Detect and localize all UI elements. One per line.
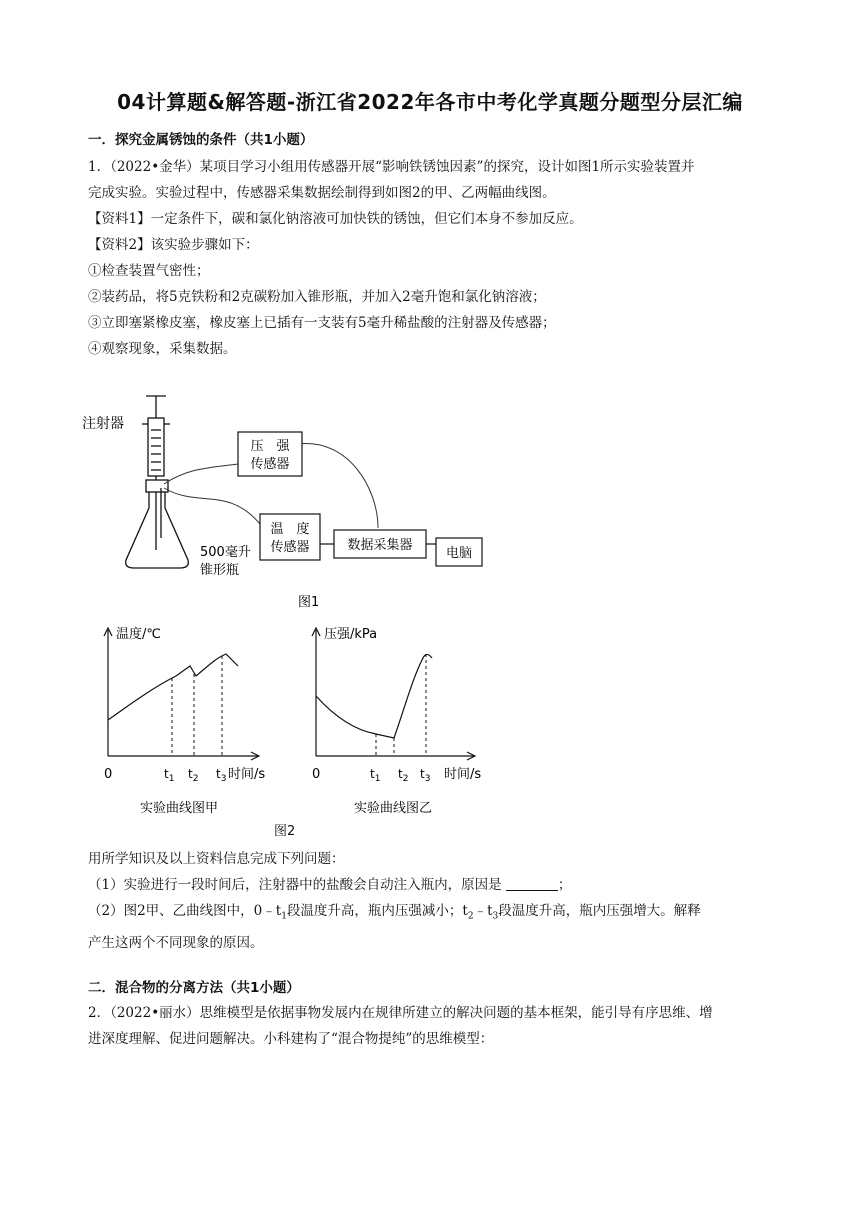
question-1-2: （2）图2甲、乙曲线图中，$0﹣t_1$段温度升高，瓶内压强减小；$t_2﹣t_3$段温度升高，瓶内压强增大。解释 (88, 903, 701, 922)
temperature-curve (108, 654, 238, 720)
temperature-sensor-label-1: 温 度 (270, 522, 310, 537)
flask-label-1: 500毫升 (200, 545, 251, 560)
step-1: ①检查装置气密性； (88, 263, 210, 279)
question-2-line-1: 2．（2022•丽水）思维模型是依据事物发展内在规律所建立的解决问题的基本框架，能引导有序思维、增 (88, 1005, 713, 1021)
section-heading-2: 二．混合物的分离方法（共1小题） (88, 980, 300, 996)
answer-blank[interactable] (506, 876, 558, 891)
figure-1-caption: 图1 (298, 595, 320, 610)
document-title: 04计算题&解答题-浙江省2022年各市中考化学真题分题型分层汇编 (117, 90, 743, 114)
flask-label-2: 锥形瓶 (200, 563, 240, 578)
step-2: ②装药品，将5克铁粉和2克碳粉加入锥形瓶，并加入2毫升饱和氯化钠溶液； (88, 289, 546, 305)
temperature-chart-caption: 实验曲线图甲 (140, 801, 219, 816)
figure-1-apparatus (78, 388, 498, 618)
syringe-shape (142, 396, 170, 550)
pressure-curve (316, 654, 432, 738)
chart-temperature (96, 620, 266, 820)
question-2-text (88, 1000, 778, 1052)
temperature-tick-t1: $t_1$ (164, 767, 175, 784)
question-1-line-1: 1．（2022•金华）某项目学习小组用传感器开展“影响铁锈蚀因素”的探究，设计如图1所示实验装置并 (88, 159, 695, 175)
question-1-2-line-2: 产生这两个不同现象的原因。 (88, 934, 264, 951)
temperature-tick-t3: $t_3$ (216, 767, 227, 784)
pressure-origin: 0 (312, 767, 321, 782)
info-2: 【资料2】该实验步骤如下： (88, 237, 259, 253)
section-heading-1: 一．探究金属锈蚀的条件（共1小题） (88, 132, 314, 148)
figure-2-caption: 图2 (274, 824, 296, 839)
pressure-sensor-label-1: 压 强 (250, 439, 290, 454)
pressure-tick-t1: $t_1$ (370, 767, 381, 784)
question-2-line-2: 进深度理解、促进问题解决。小科建构了“混合物提纯”的思维模型： (88, 1031, 494, 1047)
flask-shape (126, 480, 189, 568)
step-4: ④观察现象，采集数据。 (88, 341, 237, 357)
question-1-line-2: 完成实验。实验过程中，传感器采集数据绘制得到如图2的甲、乙两幅曲线图。 (88, 185, 556, 201)
pressure-tick-t2: $t_2$ (398, 767, 409, 784)
pressure-sensor-label-2: 传感器 (250, 457, 290, 472)
pressure-x-label: 时间/s (444, 767, 482, 782)
temperature-sensor-label-2: 传感器 (270, 540, 310, 555)
question-1-1: （1）实验进行一段时间后，注射器中的盐酸会自动注入瓶内，原因是 ； (88, 877, 572, 893)
syringe-label: 注射器 (82, 416, 124, 432)
computer-label: 电脑 (445, 546, 473, 561)
pressure-y-label: 压强/kPa (324, 627, 378, 642)
temperature-dashed-lines (172, 656, 222, 756)
pressure-chart-caption: 实验曲线图乙 (354, 801, 433, 816)
chart-pressure (304, 620, 504, 820)
questions-block (88, 846, 778, 956)
temperature-tick-t2: $t_2$ (188, 767, 199, 784)
info-1: 【资料1】一定条件下，碳和氯化钠溶液可加快铁的锈蚀，但它们本身不参加反应。 (88, 211, 583, 227)
questions-intro: 用所学知识及以上资料信息完成下列问题： (88, 851, 345, 867)
data-collector-label: 数据采集器 (347, 538, 413, 553)
question-1-text (88, 154, 778, 362)
temperature-x-label: 时间/s (228, 767, 266, 782)
temperature-y-label: 温度/℃ (116, 627, 161, 642)
temperature-axes (104, 628, 259, 760)
temperature-origin: 0 (104, 767, 113, 782)
step-3: ③立即塞紧橡皮塞，橡皮塞上已插有一支装有5毫升稀盐酸的注射器及传感器； (88, 315, 556, 331)
pressure-tick-t3: $t_3$ (420, 767, 431, 784)
